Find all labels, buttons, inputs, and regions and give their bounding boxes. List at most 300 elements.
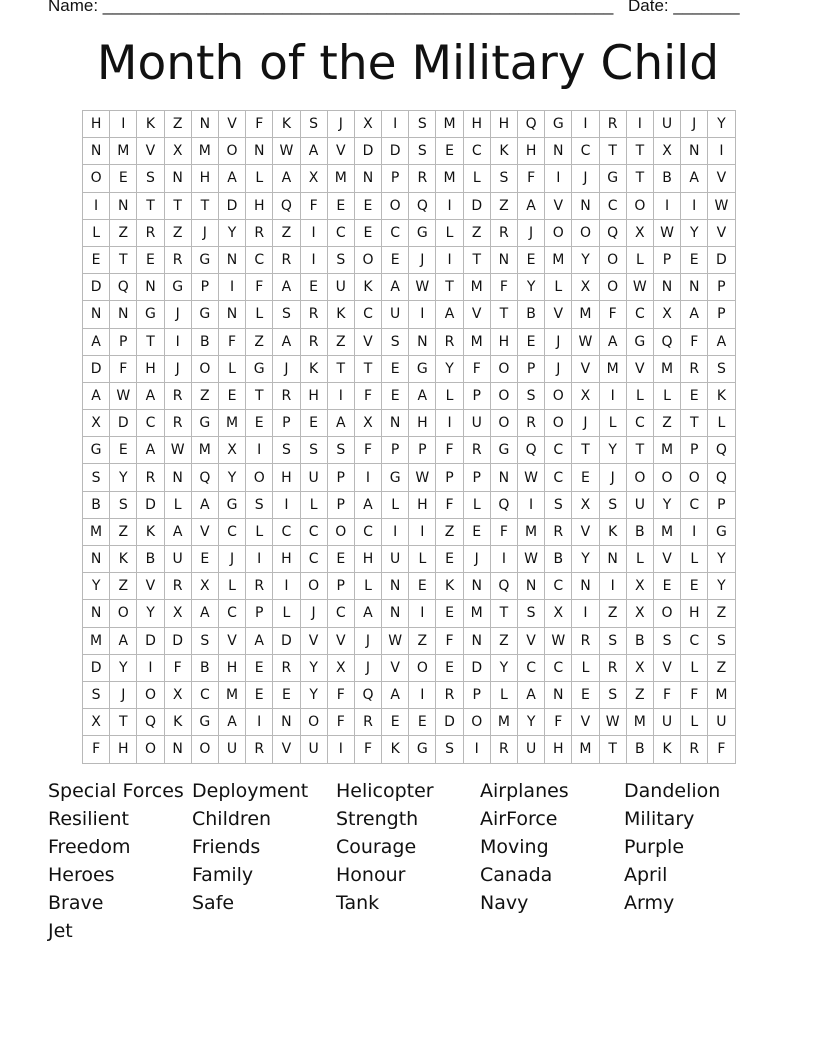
grid-cell[interactable]: S (518, 600, 545, 627)
grid-cell[interactable]: N (164, 464, 191, 491)
grid-cell[interactable]: Q (409, 192, 436, 219)
grid-cell[interactable]: R (436, 328, 463, 355)
grid-cell[interactable]: N (164, 736, 191, 763)
grid-cell[interactable]: Y (708, 573, 735, 600)
grid-cell[interactable]: U (382, 301, 409, 328)
grid-cell[interactable]: P (327, 464, 354, 491)
grid-cell[interactable]: B (545, 546, 572, 573)
grid-cell[interactable]: X (572, 274, 599, 301)
grid-cell[interactable]: O (545, 219, 572, 246)
grid-cell[interactable]: Y (137, 600, 164, 627)
grid-cell[interactable]: I (110, 111, 137, 138)
grid-cell[interactable]: N (572, 192, 599, 219)
grid-cell[interactable]: C (273, 518, 300, 545)
grid-cell[interactable]: Q (137, 709, 164, 736)
grid-cell[interactable]: T (626, 138, 653, 165)
grid-cell[interactable]: E (518, 328, 545, 355)
grid-cell[interactable]: T (137, 192, 164, 219)
grid-cell[interactable]: M (436, 111, 463, 138)
grid-cell[interactable]: X (164, 138, 191, 165)
grid-cell[interactable]: D (463, 192, 490, 219)
grid-cell[interactable]: L (599, 410, 626, 437)
grid-cell[interactable]: K (490, 138, 517, 165)
grid-cell[interactable]: N (382, 573, 409, 600)
grid-cell[interactable]: K (300, 355, 327, 382)
grid-cell[interactable]: A (708, 328, 735, 355)
grid-cell[interactable]: S (382, 328, 409, 355)
grid-cell[interactable]: C (218, 518, 245, 545)
grid-cell[interactable]: B (518, 301, 545, 328)
grid-cell[interactable]: N (653, 274, 680, 301)
grid-cell[interactable]: X (83, 410, 110, 437)
grid-cell[interactable]: H (354, 546, 381, 573)
grid-cell[interactable]: Z (164, 219, 191, 246)
grid-cell[interactable]: N (490, 246, 517, 273)
grid-cell[interactable]: G (218, 491, 245, 518)
grid-cell[interactable]: Y (300, 654, 327, 681)
grid-cell[interactable]: E (110, 165, 137, 192)
grid-cell[interactable]: U (218, 736, 245, 763)
grid-cell[interactable]: E (518, 246, 545, 273)
grid-cell[interactable]: Z (273, 219, 300, 246)
grid-cell[interactable]: P (110, 328, 137, 355)
grid-cell[interactable]: Z (110, 219, 137, 246)
grid-cell[interactable]: H (463, 111, 490, 138)
grid-cell[interactable]: O (246, 464, 273, 491)
grid-cell[interactable]: I (246, 437, 273, 464)
grid-cell[interactable]: I (490, 546, 517, 573)
grid-cell[interactable]: I (409, 301, 436, 328)
grid-cell[interactable]: M (572, 301, 599, 328)
grid-cell[interactable]: I (681, 518, 708, 545)
grid-cell[interactable]: V (191, 518, 218, 545)
grid-cell[interactable]: I (436, 192, 463, 219)
grid-cell[interactable]: X (83, 709, 110, 736)
grid-cell[interactable]: N (409, 328, 436, 355)
grid-cell[interactable]: I (327, 382, 354, 409)
grid-cell[interactable]: A (218, 709, 245, 736)
grid-cell[interactable]: X (327, 654, 354, 681)
grid-cell[interactable]: I (246, 546, 273, 573)
grid-cell[interactable]: H (490, 111, 517, 138)
grid-cell[interactable]: O (545, 410, 572, 437)
grid-cell[interactable]: W (653, 219, 680, 246)
grid-cell[interactable]: Q (354, 681, 381, 708)
grid-cell[interactable]: J (191, 219, 218, 246)
grid-cell[interactable]: Y (653, 491, 680, 518)
grid-cell[interactable]: V (626, 355, 653, 382)
grid-cell[interactable]: O (354, 246, 381, 273)
grid-cell[interactable]: O (382, 192, 409, 219)
grid-cell[interactable]: G (164, 274, 191, 301)
grid-cell[interactable]: U (653, 709, 680, 736)
grid-cell[interactable]: R (164, 382, 191, 409)
grid-cell[interactable]: V (545, 301, 572, 328)
grid-cell[interactable]: Y (436, 355, 463, 382)
grid-cell[interactable]: S (273, 437, 300, 464)
grid-cell[interactable]: C (463, 138, 490, 165)
grid-cell[interactable]: O (626, 464, 653, 491)
grid-cell[interactable]: R (273, 246, 300, 273)
grid-cell[interactable]: O (300, 709, 327, 736)
grid-cell[interactable]: R (490, 736, 517, 763)
grid-cell[interactable]: Y (83, 573, 110, 600)
grid-cell[interactable]: J (273, 355, 300, 382)
grid-cell[interactable]: I (382, 111, 409, 138)
grid-cell[interactable]: G (409, 355, 436, 382)
grid-cell[interactable]: P (681, 437, 708, 464)
grid-cell[interactable]: S (300, 111, 327, 138)
grid-cell[interactable]: L (273, 600, 300, 627)
grid-cell[interactable]: R (409, 165, 436, 192)
grid-cell[interactable]: S (599, 681, 626, 708)
grid-cell[interactable]: C (218, 600, 245, 627)
grid-cell[interactable]: W (110, 382, 137, 409)
grid-cell[interactable]: N (382, 410, 409, 437)
grid-cell[interactable]: D (273, 627, 300, 654)
grid-cell[interactable]: I (382, 518, 409, 545)
grid-cell[interactable]: R (164, 410, 191, 437)
grid-cell[interactable]: A (382, 681, 409, 708)
grid-cell[interactable]: N (164, 165, 191, 192)
grid-cell[interactable]: O (653, 600, 680, 627)
grid-cell[interactable]: Z (110, 518, 137, 545)
grid-cell[interactable]: W (518, 464, 545, 491)
grid-cell[interactable]: M (599, 355, 626, 382)
grid-cell[interactable]: R (273, 382, 300, 409)
grid-cell[interactable]: X (218, 437, 245, 464)
grid-cell[interactable]: M (708, 681, 735, 708)
grid-cell[interactable]: I (572, 111, 599, 138)
grid-cell[interactable]: P (327, 573, 354, 600)
grid-cell[interactable]: V (382, 654, 409, 681)
grid-cell[interactable]: C (626, 301, 653, 328)
grid-cell[interactable]: L (246, 518, 273, 545)
grid-cell[interactable]: O (327, 518, 354, 545)
grid-cell[interactable]: O (110, 600, 137, 627)
grid-cell[interactable]: H (273, 464, 300, 491)
name-field[interactable]: Name: ______________________________________________________ (48, 0, 614, 15)
grid-cell[interactable]: L (463, 165, 490, 192)
grid-cell[interactable]: S (545, 491, 572, 518)
grid-cell[interactable]: S (246, 491, 273, 518)
grid-cell[interactable]: H (300, 382, 327, 409)
grid-cell[interactable]: O (83, 165, 110, 192)
grid-cell[interactable]: E (382, 709, 409, 736)
grid-cell[interactable]: L (246, 301, 273, 328)
grid-cell[interactable]: K (327, 301, 354, 328)
grid-cell[interactable]: N (572, 573, 599, 600)
grid-cell[interactable]: Q (490, 573, 517, 600)
grid-cell[interactable]: T (626, 165, 653, 192)
grid-cell[interactable]: P (327, 491, 354, 518)
grid-cell[interactable]: B (626, 627, 653, 654)
grid-cell[interactable]: K (708, 382, 735, 409)
grid-cell[interactable]: R (463, 437, 490, 464)
grid-cell[interactable]: A (273, 328, 300, 355)
grid-cell[interactable]: M (463, 328, 490, 355)
date-field[interactable]: Date: _______ (628, 0, 740, 15)
grid-cell[interactable]: I (436, 410, 463, 437)
grid-cell[interactable]: A (300, 138, 327, 165)
grid-cell[interactable]: J (545, 328, 572, 355)
grid-cell[interactable]: T (191, 192, 218, 219)
grid-cell[interactable]: S (409, 138, 436, 165)
grid-cell[interactable]: M (626, 709, 653, 736)
grid-cell[interactable]: H (218, 654, 245, 681)
grid-cell[interactable]: I (599, 573, 626, 600)
grid-cell[interactable]: I (708, 138, 735, 165)
grid-cell[interactable]: T (599, 736, 626, 763)
grid-cell[interactable]: E (327, 192, 354, 219)
grid-cell[interactable]: P (463, 681, 490, 708)
grid-cell[interactable]: U (164, 546, 191, 573)
grid-cell[interactable]: N (137, 274, 164, 301)
grid-cell[interactable]: N (463, 627, 490, 654)
grid-cell[interactable]: E (409, 573, 436, 600)
grid-cell[interactable]: L (681, 709, 708, 736)
grid-cell[interactable]: D (382, 138, 409, 165)
grid-cell[interactable]: Q (191, 464, 218, 491)
grid-cell[interactable]: A (273, 274, 300, 301)
grid-cell[interactable]: P (463, 464, 490, 491)
grid-cell[interactable]: B (137, 546, 164, 573)
grid-cell[interactable]: I (137, 654, 164, 681)
grid-cell[interactable]: G (191, 301, 218, 328)
grid-cell[interactable]: F (354, 382, 381, 409)
grid-cell[interactable]: C (354, 301, 381, 328)
grid-cell[interactable]: F (708, 736, 735, 763)
grid-cell[interactable]: C (246, 246, 273, 273)
grid-cell[interactable]: E (110, 437, 137, 464)
grid-cell[interactable]: R (545, 518, 572, 545)
grid-cell[interactable]: G (409, 219, 436, 246)
grid-cell[interactable]: E (354, 219, 381, 246)
grid-cell[interactable]: F (246, 274, 273, 301)
grid-cell[interactable]: C (354, 518, 381, 545)
grid-cell[interactable]: Q (273, 192, 300, 219)
grid-cell[interactable]: F (300, 192, 327, 219)
grid-cell[interactable]: A (137, 382, 164, 409)
grid-cell[interactable]: M (218, 681, 245, 708)
grid-cell[interactable]: C (327, 219, 354, 246)
grid-cell[interactable]: V (463, 301, 490, 328)
grid-cell[interactable]: M (83, 627, 110, 654)
grid-cell[interactable]: T (110, 246, 137, 273)
grid-cell[interactable]: M (653, 518, 680, 545)
grid-cell[interactable]: F (681, 328, 708, 355)
grid-cell[interactable]: K (137, 518, 164, 545)
grid-cell[interactable]: T (626, 437, 653, 464)
grid-cell[interactable]: N (110, 192, 137, 219)
grid-cell[interactable]: D (218, 192, 245, 219)
grid-cell[interactable]: Q (110, 274, 137, 301)
grid-cell[interactable]: E (436, 138, 463, 165)
grid-cell[interactable]: W (409, 464, 436, 491)
grid-cell[interactable]: O (626, 192, 653, 219)
grid-cell[interactable]: O (218, 138, 245, 165)
grid-cell[interactable]: R (681, 736, 708, 763)
grid-cell[interactable]: P (518, 355, 545, 382)
grid-cell[interactable]: N (110, 301, 137, 328)
grid-cell[interactable]: W (545, 627, 572, 654)
grid-cell[interactable]: D (463, 654, 490, 681)
grid-cell[interactable]: L (626, 546, 653, 573)
grid-cell[interactable]: I (300, 246, 327, 273)
grid-cell[interactable]: D (436, 709, 463, 736)
grid-cell[interactable]: I (626, 111, 653, 138)
grid-cell[interactable]: A (191, 600, 218, 627)
grid-cell[interactable]: R (681, 355, 708, 382)
grid-cell[interactable]: M (436, 165, 463, 192)
grid-cell[interactable]: K (137, 111, 164, 138)
grid-cell[interactable]: S (708, 355, 735, 382)
grid-cell[interactable]: L (545, 274, 572, 301)
grid-cell[interactable]: E (300, 274, 327, 301)
grid-cell[interactable]: E (681, 246, 708, 273)
grid-cell[interactable]: C (300, 518, 327, 545)
grid-cell[interactable]: R (300, 301, 327, 328)
grid-cell[interactable]: M (518, 518, 545, 545)
grid-cell[interactable]: E (246, 410, 273, 437)
grid-cell[interactable]: R (354, 709, 381, 736)
grid-cell[interactable]: T (246, 382, 273, 409)
grid-cell[interactable]: R (137, 219, 164, 246)
grid-cell[interactable]: E (191, 546, 218, 573)
grid-cell[interactable]: H (273, 546, 300, 573)
grid-cell[interactable]: I (300, 219, 327, 246)
grid-cell[interactable]: I (653, 192, 680, 219)
grid-cell[interactable]: P (409, 437, 436, 464)
grid-cell[interactable]: Z (436, 518, 463, 545)
grid-cell[interactable]: C (681, 627, 708, 654)
grid-cell[interactable]: G (382, 464, 409, 491)
grid-cell[interactable]: B (191, 654, 218, 681)
grid-cell[interactable]: E (273, 681, 300, 708)
grid-cell[interactable]: W (518, 546, 545, 573)
grid-cell[interactable]: F (246, 111, 273, 138)
grid-cell[interactable]: Y (218, 464, 245, 491)
grid-cell[interactable]: M (327, 165, 354, 192)
grid-cell[interactable]: I (218, 274, 245, 301)
grid-cell[interactable]: I (409, 518, 436, 545)
grid-cell[interactable]: P (708, 274, 735, 301)
grid-cell[interactable]: P (191, 274, 218, 301)
grid-cell[interactable]: Q (518, 111, 545, 138)
grid-cell[interactable]: P (246, 600, 273, 627)
grid-cell[interactable]: X (626, 573, 653, 600)
grid-cell[interactable]: N (545, 681, 572, 708)
grid-cell[interactable]: C (545, 437, 572, 464)
grid-cell[interactable]: X (572, 382, 599, 409)
grid-cell[interactable]: N (83, 600, 110, 627)
grid-cell[interactable]: J (300, 600, 327, 627)
grid-cell[interactable]: C (572, 138, 599, 165)
grid-cell[interactable]: S (436, 736, 463, 763)
grid-cell[interactable]: O (545, 382, 572, 409)
grid-cell[interactable]: L (626, 382, 653, 409)
grid-cell[interactable]: T (327, 355, 354, 382)
grid-cell[interactable]: U (653, 111, 680, 138)
grid-cell[interactable]: F (327, 709, 354, 736)
grid-cell[interactable]: D (83, 274, 110, 301)
grid-cell[interactable]: O (681, 464, 708, 491)
grid-cell[interactable]: S (300, 437, 327, 464)
grid-cell[interactable]: B (653, 165, 680, 192)
grid-cell[interactable]: O (490, 382, 517, 409)
grid-cell[interactable]: S (327, 437, 354, 464)
grid-cell[interactable]: J (164, 355, 191, 382)
grid-cell[interactable]: D (83, 355, 110, 382)
grid-cell[interactable]: S (599, 491, 626, 518)
grid-cell[interactable]: E (436, 546, 463, 573)
grid-cell[interactable]: W (626, 274, 653, 301)
grid-cell[interactable]: G (599, 165, 626, 192)
grid-cell[interactable]: E (327, 546, 354, 573)
grid-cell[interactable]: J (681, 111, 708, 138)
grid-cell[interactable]: M (463, 600, 490, 627)
grid-cell[interactable]: V (572, 709, 599, 736)
grid-cell[interactable]: N (246, 138, 273, 165)
grid-cell[interactable]: R (273, 654, 300, 681)
grid-cell[interactable]: T (164, 192, 191, 219)
grid-cell[interactable]: I (246, 709, 273, 736)
grid-cell[interactable]: G (708, 518, 735, 545)
grid-cell[interactable]: Q (708, 437, 735, 464)
grid-cell[interactable]: I (164, 328, 191, 355)
grid-cell[interactable]: G (191, 709, 218, 736)
grid-cell[interactable]: F (164, 654, 191, 681)
grid-cell[interactable]: A (246, 627, 273, 654)
grid-cell[interactable]: F (354, 736, 381, 763)
grid-cell[interactable]: S (83, 464, 110, 491)
grid-cell[interactable]: P (708, 301, 735, 328)
grid-cell[interactable]: T (681, 410, 708, 437)
grid-cell[interactable]: T (599, 138, 626, 165)
grid-cell[interactable]: L (436, 219, 463, 246)
grid-cell[interactable]: S (599, 627, 626, 654)
grid-cell[interactable]: C (626, 410, 653, 437)
grid-cell[interactable]: T (110, 709, 137, 736)
grid-cell[interactable]: D (354, 138, 381, 165)
grid-cell[interactable]: Z (463, 219, 490, 246)
grid-cell[interactable]: Y (110, 654, 137, 681)
grid-cell[interactable]: V (354, 328, 381, 355)
grid-cell[interactable]: F (490, 274, 517, 301)
grid-cell[interactable]: K (164, 709, 191, 736)
grid-cell[interactable]: R (164, 246, 191, 273)
grid-cell[interactable]: L (708, 410, 735, 437)
grid-cell[interactable]: H (490, 328, 517, 355)
grid-cell[interactable]: H (681, 600, 708, 627)
grid-cell[interactable]: G (191, 410, 218, 437)
grid-cell[interactable]: M (653, 437, 680, 464)
grid-cell[interactable]: X (164, 681, 191, 708)
grid-cell[interactable]: V (218, 627, 245, 654)
grid-cell[interactable]: H (545, 736, 572, 763)
grid-cell[interactable]: J (164, 301, 191, 328)
grid-cell[interactable]: J (354, 627, 381, 654)
grid-cell[interactable]: Y (218, 219, 245, 246)
grid-cell[interactable]: F (653, 681, 680, 708)
grid-cell[interactable]: M (572, 736, 599, 763)
grid-cell[interactable]: O (599, 246, 626, 273)
grid-cell[interactable]: A (599, 328, 626, 355)
grid-cell[interactable]: Z (708, 600, 735, 627)
grid-cell[interactable]: X (300, 165, 327, 192)
grid-cell[interactable]: P (708, 491, 735, 518)
grid-cell[interactable]: M (191, 138, 218, 165)
